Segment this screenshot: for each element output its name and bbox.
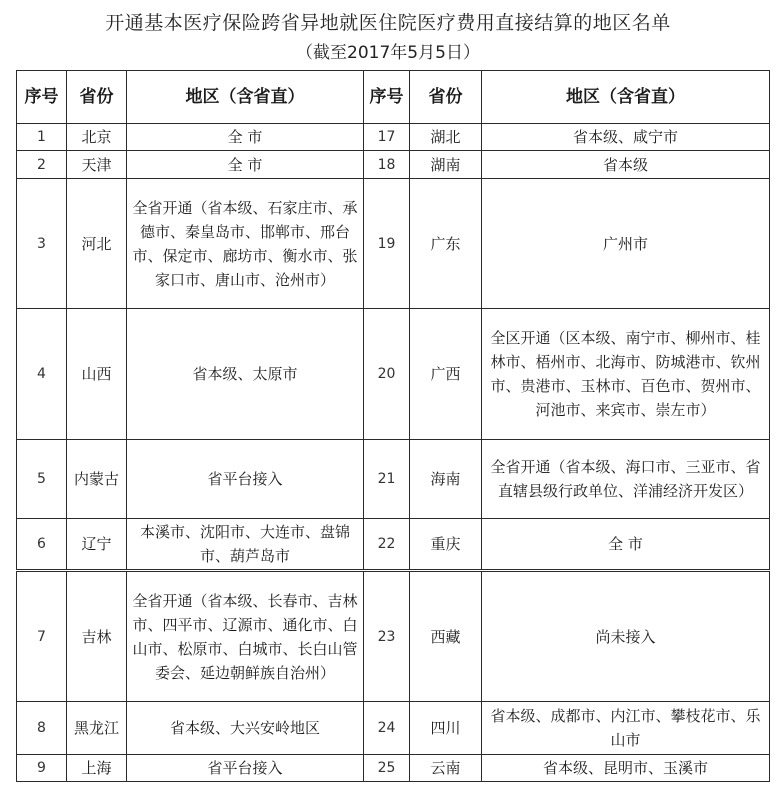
document-subtitle: （截至2017年5月5日）: [296, 43, 480, 63]
area-cell: 全 市: [482, 519, 770, 571]
seq-cell: 4: [17, 309, 67, 440]
province-cell: 山西: [67, 309, 127, 440]
area-cell: 全省开通（省本级、石家庄市、承德市、秦皇岛市、邯郸市、邢台市、保定市、廊坊市、衡水市、张家口市、唐山市、沧州市）: [127, 179, 364, 309]
province-cell: 海南: [410, 440, 482, 519]
table-header-row: [17, 71, 770, 124]
province-cell: 吉林: [67, 571, 127, 702]
seq-cell: 7: [17, 571, 67, 702]
table-row: [17, 179, 770, 309]
seq-cell: 25: [364, 755, 410, 782]
area-cell: 全省开通（省本级、长春市、吉林市、四平市、辽源市、通化市、白山市、松原市、白城市、长白山管委会、延边朝鲜族自治州）: [127, 571, 364, 702]
area-cell: 省本级、大兴安岭地区: [127, 702, 364, 755]
province-cell: 湖南: [410, 151, 482, 179]
area-cell: 广州市: [482, 179, 770, 309]
seq-cell: 1: [17, 124, 67, 151]
table-row: [17, 309, 770, 440]
area-cell: 省本级、咸宁市: [482, 124, 770, 151]
area-cell: 全省开通（省本级、海口市、三亚市、省直辖县级行政单位、洋浦经济开发区）: [482, 440, 770, 519]
province-cell: 重庆: [410, 519, 482, 571]
seq-cell: 5: [17, 440, 67, 519]
seq-cell: 22: [364, 519, 410, 571]
province-cell: 天津: [67, 151, 127, 179]
province-cell: 黑龙江: [67, 702, 127, 755]
area-cell: 省平台接入: [127, 755, 364, 782]
area-cell: 全区开通（区本级、南宁市、柳州市、桂林市、梧州市、北海市、防城港市、钦州市、贵港市、玉林市、百色市、贺州市、河池市、来宾市、崇左市）: [482, 309, 770, 440]
seq-cell: 3: [17, 179, 67, 309]
table-row: [17, 124, 770, 151]
province-cell: 上海: [67, 755, 127, 782]
seq-cell: 17: [364, 124, 410, 151]
seq-cell: 18: [364, 151, 410, 179]
province-cell: 内蒙古: [67, 440, 127, 519]
table-row: [17, 571, 770, 702]
province-cell: 河北: [67, 179, 127, 309]
region-list-table: [16, 70, 770, 782]
document-title: 开通基本医疗保险跨省异地就医住院医疗费用直接结算的地区名单: [105, 12, 671, 34]
province-cell: 西藏: [410, 571, 482, 702]
area-cell: 尚未接入: [482, 571, 770, 702]
area-cell: 省平台接入: [127, 440, 364, 519]
seq-cell: 23: [364, 571, 410, 702]
province-cell: 广西: [410, 309, 482, 440]
table-row: [17, 519, 770, 571]
area-cell: 全 市: [127, 124, 364, 151]
seq-cell: 19: [364, 179, 410, 309]
province-cell: 云南: [410, 755, 482, 782]
area-cell: 省本级、昆明市、玉溪市: [482, 755, 770, 782]
header-seq-right: 序号: [364, 71, 410, 124]
province-cell: 四川: [410, 702, 482, 755]
header-area: 地区（含省直）: [127, 71, 364, 124]
header-province: 省份: [67, 71, 127, 124]
table-row: [17, 440, 770, 519]
seq-cell: 8: [17, 702, 67, 755]
seq-cell: 6: [17, 519, 67, 571]
province-cell: 辽宁: [67, 519, 127, 571]
seq-cell: 24: [364, 702, 410, 755]
area-cell: 省本级、太原市: [127, 309, 364, 440]
table-row: [17, 755, 770, 782]
area-cell: 省本级: [482, 151, 770, 179]
table-row: [17, 702, 770, 755]
province-cell: 广东: [410, 179, 482, 309]
area-cell: 本溪市、沈阳市、大连市、盘锦市、葫芦岛市: [127, 519, 364, 571]
seq-cell: 9: [17, 755, 67, 782]
table-row: [17, 151, 770, 179]
province-cell: 北京: [67, 124, 127, 151]
seq-cell: 20: [364, 309, 410, 440]
seq-cell: 21: [364, 440, 410, 519]
area-cell: 省本级、成都市、内江市、攀枝花市、乐山市: [482, 702, 770, 755]
seq-cell: 2: [17, 151, 67, 179]
header-seq: 序号: [17, 71, 67, 124]
province-cell: 湖北: [410, 124, 482, 151]
area-cell: 全 市: [127, 151, 364, 179]
header-area-right: 地区（含省直）: [482, 71, 770, 124]
header-province-right: 省份: [410, 71, 482, 124]
